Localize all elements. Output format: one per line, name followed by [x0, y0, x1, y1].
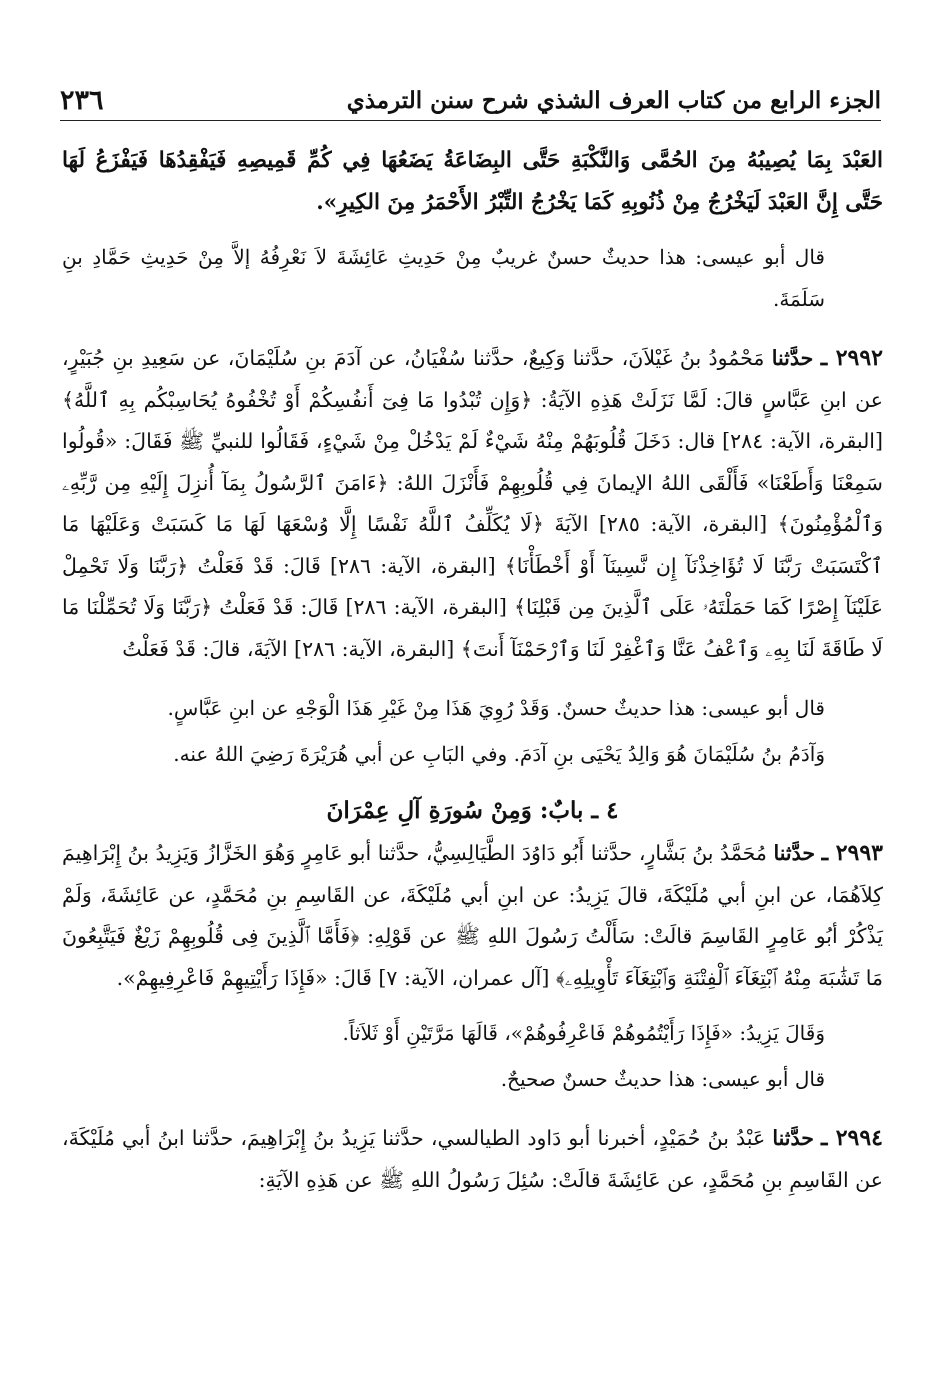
hadith-lead: حدَّثنا	[772, 1126, 814, 1151]
commentary-abu-isa-1: قال أبو عيسى: هذا حديثٌ حسنٌ غريبٌ مِنْ حَدِيثِ عَائِشَةَ لاَ نَعْرِفُهُ إلاَّ مِنْ حَدِيثِ حَمَّادِ بنِ سَلَمَةَ.	[62, 245, 825, 311]
page-body	[62, 140, 883, 1201]
hadith-2993	[62, 833, 883, 999]
commentary-note-adam: وَآدَمُ بنُ سُلَيْمَانَ هُوَ وَالِدُ يَحْيَى بنِ آدَمَ. وفي البَابِ عن أبي هُرَيْرَةَ رَضِيَ اللهُ عنه.	[173, 741, 825, 766]
page-header	[60, 78, 881, 121]
page-number: ٢٣٦	[60, 85, 104, 116]
hadith-2992	[62, 338, 883, 670]
hadith-lead: حدَّثنا	[773, 841, 816, 866]
hadith-continuation: العَبْدَ بِمَا يُصِيبُهُ مِنَ الحُمَّى وَالنَّكْبَةِ حَتَّى البِضَاعَةُ يَضَعُهَا فِي كُمِّ قَمِيصِهِ فَيَفْقِدُهَا فَيَفْزَعُ لَهَا حَتَّى إِنَّ العَبْدَ لَيَخْرُجُ مِنْ ذُنُوبِهِ كَمَا يَخْرُجُ التِّبْرُ الأَحْمَرُ مِنَ الكِيرِ».	[62, 148, 883, 215]
commentary-abu-isa-3: قال أبو عيسى: هذا حديثٌ حسنٌ صحيحٌ.	[500, 1066, 825, 1091]
hadith-number: ٢٩٩٤ ـ	[821, 1125, 883, 1152]
commentary-yazid: وَقَالَ يَزِيدُ: «فَإِذَا رَأَيْتُمُوهُمْ فَاعْرِفُوهُمْ»، قَالَهَا مَرَّتَيْنِ أَوْ ثَلاَثاً.	[342, 1021, 825, 1046]
hadith-number: ٢٩٩٢ ـ	[820, 345, 883, 372]
hadith-text: مُحَمَّدُ بنُ بَشَّارٍ، حدَّثنا أَبُو دَاوُدَ الطَّيَالِسِيُّ، حدَّثنا أبو عَامِرٍ وَهُوَ الخَزَّازُ وَيَزِيدُ بنُ إِبْرَاهِيمَ كِلاَهُمَا، عن ابنِ أبي مُلَيْكَةَ، قالَ يَزِيدُ: عن ابنِ أبي مُلَيْكَةَ، عن القَاسِمِ بنِ مُحَمَّدٍ، عن عَائِشَةَ، وَلَمْ يَذْكُرْ أبُو عَامِرٍ القَاسِمَ قالَتْ: سَأَلْتُ رَسُولَ اللهِ ﷺ عن قَوْلِهِ: ﴿فَأَمَّا ٱلَّذِينَ فِى قُلُوبِهِمْ زَيْغٌ فَيَتَّبِعُونَ مَا تَشَٰبَهَ مِنْهُ ٱبْتِغَآءَ ٱلْفِتْنَةِ وَٱبْتِغَآءَ تَأْوِيلِهِۦ﴾ [آل عمران، الآية: ٧] قَالَ: «فَإِذَا رَأَيْتِيهِمْ فَاعْرِفِيهِمْ».	[62, 841, 883, 990]
commentary-abu-isa-2: قال أبو عيسى: هذا حديثٌ حسنٌ. وَقَدْ رُوِيَ هَذَا مِنْ غَيْرِ هَذَا الْوَجْهِ عن ابنِ عَبَّاسٍ.	[167, 696, 825, 721]
hadith-lead: حدَّثنا	[771, 346, 814, 371]
hadith-text: مَحْمُودُ بنُ غَيْلاَنَ، حدَّثنا وَكِيعٌ، حدَّثنا سُفْيَانُ، عن آدَمَ بنِ سُلَيْمَانَ، عن سَعِيدِ بنِ جُبَيْرٍ، عن ابنِ عَبَّاسٍ قالَ: لَمَّا نَزَلَتْ هَذِهِ الآيَةُ: ﴿وَإِن تُبْدُوا مَا فِىٓ أَنفُسِكُمْ أَوْ تُخْفُوهُ يُحَاسِبْكُم بِهِ ٱللَّهُ﴾ [البقرة، الآية: ٢٨٤] قال: دَخَلَ قُلُوبَهُمْ مِنْهُ شَيْءٌ لَمْ يَدْخُلْ مِنْ شَيْءٍ، فَقَالُوا للنبيِّ ﷺ فَقَالَ: «قُولُوا سَمِعْنَا وَأَطَعْنَا» فَأَلْقَى اللهُ الإيمانَ فِي قُلُوبِهِمْ فَأَنْزَلَ اللهُ: ﴿ءَامَنَ ٱلرَّسُولُ بِمَآ أُنزِلَ إِلَيْهِ مِن رَّبِّهِۦ وَٱلْمُؤْمِنُونَ﴾ [البقرة، الآية: ٢٨٥] الآيَةَ ﴿لَا يُكَلِّفُ ٱللَّهُ نَفْسًا إِلَّا وُسْعَهَا لَهَا مَا كَسَبَتْ وَعَلَيْهَا مَا ٱكْتَسَبَتْ رَبَّنَا لَا تُؤَاخِذْنَآ إِن نَّسِينَآ أَوْ أَخْطَأْنَا﴾ [البقرة، الآية: ٢٨٦] قَالَ: قَدْ فَعَلْتُ ﴿رَبَّنَا وَلَا تَحْمِلْ عَلَيْنَآ إِصْرًا كَمَا حَمَلْتَهُۥ عَلَى ٱلَّذِينَ مِن قَبْلِنَا﴾ [البقرة، الآية: ٢٨٦] قَالَ: قَدْ فَعَلْتُ ﴿رَبَّنَا وَلَا تُحَمِّلْنَا مَا لَا طَاقَةَ لَنَا بِهِۦ وَٱعْفُ عَنَّا وَٱغْفِرْ لَنَا وَٱرْحَمْنَآ أَنتَ﴾ [البقرة، الآية: ٢٨٦] الآيَةَ، قالَ: قَدْ فَعَلْتُ	[62, 346, 884, 661]
hadith-number: ٢٩٩٣ ـ	[821, 840, 883, 867]
running-title: الجزء الرابع من كتاب العرف الشذي شرح سنن الترمذي	[346, 87, 881, 114]
chapter-heading: ٤ ـ بابٌ: وَمِنْ سُورَةِ آلِ عِمْرَانَ	[326, 797, 619, 825]
hadith-2994	[62, 1118, 883, 1201]
hadith-text: عَبْدُ بنُ حُمَيْدٍ، أخبرنا أبو دَاود الطيالسي، حدَّثنا يَزِيدُ بنُ إِبْرَاهِيمَ، حدَّثنا ابنُ أبي مُلَيْكَةَ، عن القَاسِمِ بنِ مُحَمَّدٍ، عن عَائِشَةَ قالَتْ: سُئِلَ رَسُولُ اللهِ ﷺ عن هَذِهِ الآيَةِ:	[62, 1126, 883, 1192]
